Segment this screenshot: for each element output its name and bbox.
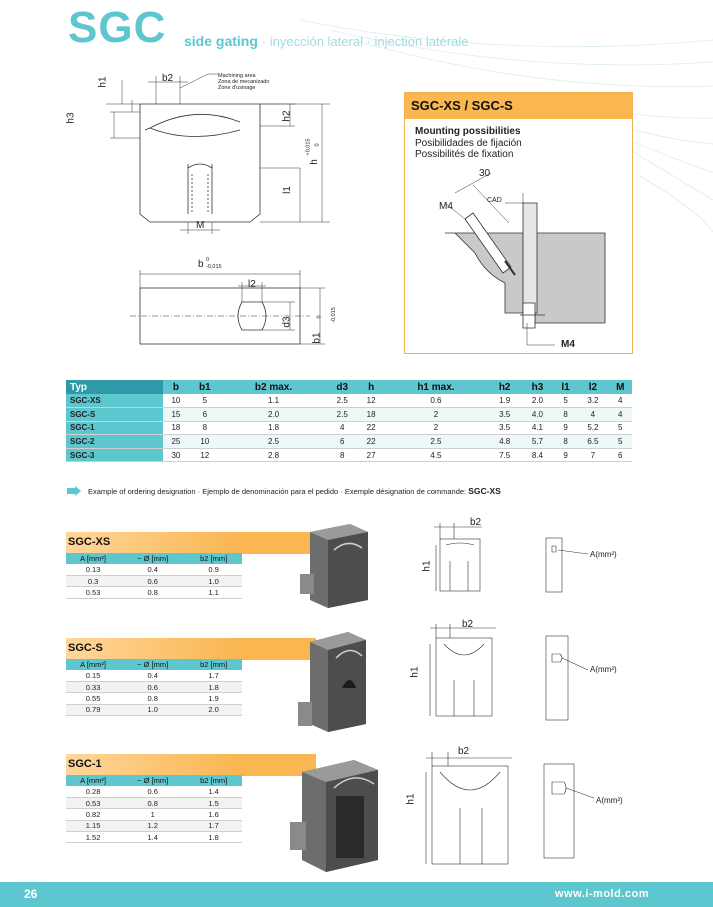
cell: 0.6	[120, 575, 185, 586]
mounting-line-fr: Possibilités de fixation	[415, 149, 514, 160]
cell: 8	[554, 408, 577, 422]
cell: 1.8	[185, 832, 242, 843]
cell: 8	[188, 421, 221, 435]
cell: 2.5	[384, 435, 489, 449]
table-row	[66, 797, 242, 808]
dim-b1-tol-lower: -0,015	[330, 307, 337, 323]
table-row	[66, 408, 632, 422]
col-M: M	[609, 380, 632, 394]
col-b2: b2 [mm]	[185, 659, 242, 670]
dim-b-tol-lower: -0,015	[206, 264, 222, 270]
website-url[interactable]: www.i-mold.com	[555, 888, 649, 900]
cell: 30	[163, 448, 188, 462]
sgc-1-b2: b2	[458, 746, 470, 757]
col-h3: h3	[521, 380, 554, 394]
cell: 2.5	[326, 394, 359, 408]
cell: 2.0	[521, 394, 554, 408]
cell: 0.6	[384, 394, 489, 408]
cell: 2.5	[221, 435, 326, 449]
cell: 4.5	[384, 448, 489, 462]
table-row	[66, 693, 242, 704]
cell: 3.2	[577, 394, 608, 408]
sgc-1-band	[66, 754, 316, 776]
cell: 1.2	[120, 820, 185, 831]
table-row	[66, 421, 632, 435]
sgc-s-b2: b2	[462, 619, 474, 630]
cell: 2.0	[221, 408, 326, 422]
cell: 0.4	[120, 564, 185, 575]
dim-h-tol-lower: 0	[314, 143, 321, 147]
drawing-front-view	[70, 64, 340, 244]
col-b2: b2 [mm]	[185, 553, 242, 564]
ordering-code: SGC-XS	[468, 486, 501, 496]
dim-d3-label: d3	[281, 316, 293, 328]
cell: 4.8	[488, 435, 521, 449]
cell: 6	[609, 448, 632, 462]
sgc-xs-band	[66, 532, 316, 554]
cell: 2	[384, 408, 489, 422]
col-h2: h2	[488, 380, 521, 394]
mounting-m4-bottom: M4	[561, 339, 575, 350]
cell: 0.53	[66, 797, 120, 808]
cell: 2.8	[221, 448, 326, 462]
mounting-line-es: Posibilidades de fijación	[415, 137, 522, 149]
cell: 8	[326, 448, 359, 462]
cell: 1.1	[185, 587, 242, 598]
col-diameter: ~ Ø [mm]	[120, 659, 185, 670]
sgc-1-top-drawing	[538, 758, 618, 863]
mounting-title: SGC-XS / SGC-S	[405, 93, 632, 119]
cell: 4	[577, 408, 608, 422]
cell: 1.0	[120, 704, 185, 715]
cell: 1.15	[66, 820, 120, 831]
machining-area-es: Zona de mecanizado	[218, 79, 270, 85]
table-row	[66, 820, 242, 831]
cell: 5	[609, 421, 632, 435]
cell: 5	[554, 394, 577, 408]
cell: 1.8	[221, 421, 326, 435]
cell: 22	[359, 435, 384, 449]
dim-h3-label: h3	[65, 112, 77, 124]
col-area: A [mm²]	[66, 659, 120, 670]
col-h: h	[359, 380, 384, 394]
cell: 0.33	[66, 681, 120, 692]
cell: 4	[609, 394, 632, 408]
table-row	[66, 564, 242, 575]
cell: 0.53	[66, 587, 120, 598]
cell: 5	[609, 435, 632, 449]
dim-l2-label: l2	[248, 279, 256, 290]
cell-typ: SGC-2	[66, 435, 163, 449]
col-b1: b1	[188, 380, 221, 394]
cell: 0.4	[120, 670, 185, 681]
sgc-s-h1: h1	[409, 666, 421, 678]
dim-b2-label: b2	[162, 73, 174, 84]
cell: 0.6	[120, 681, 185, 692]
cell: 0.9	[185, 564, 242, 575]
col-d3: d3	[326, 380, 359, 394]
col-area: A [mm²]	[66, 553, 120, 564]
cell: 9	[554, 421, 577, 435]
sgc-s-area-label: A(mm²)	[590, 665, 617, 674]
sgc-xs-product-image	[290, 520, 370, 610]
cell: 5.7	[521, 435, 554, 449]
cell: 0.82	[66, 809, 120, 820]
cell: 2.0	[185, 704, 242, 715]
cell: 1.9	[488, 394, 521, 408]
cell-typ: SGC-S	[66, 408, 163, 422]
sgc-1-title: SGC-1	[68, 758, 102, 770]
cell: 4	[609, 408, 632, 422]
cell: 4.0	[521, 408, 554, 422]
table-row	[66, 786, 242, 797]
cell: 1.7	[185, 670, 242, 681]
cell: 0.8	[120, 587, 185, 598]
cell: 1	[120, 809, 185, 820]
drawing-top-view	[130, 262, 330, 352]
page-title: SGC	[68, 3, 167, 52]
cell: 12	[359, 394, 384, 408]
table-row	[66, 809, 242, 820]
cell: 5	[188, 394, 221, 408]
sgc-s-band	[66, 638, 316, 660]
table-row	[66, 448, 632, 462]
table-row	[66, 704, 242, 715]
sgc-1-section-drawing	[405, 748, 518, 868]
col-area: A [mm²]	[66, 775, 120, 786]
cell: 7	[577, 448, 608, 462]
sgc-xs-b2: b2	[470, 517, 482, 528]
dim-b1-tol-upper: 0	[316, 315, 323, 319]
col-l1: l1	[554, 380, 577, 394]
cell: 0.28	[66, 786, 120, 797]
cell: 0.13	[66, 564, 120, 575]
col-b2max: b2 max.	[221, 380, 326, 394]
sgc-xs-h1: h1	[421, 560, 433, 572]
dim-b-tol-upper: 0	[206, 257, 210, 263]
dim-b-label: b	[198, 259, 204, 270]
sgc-1-h1: h1	[405, 793, 417, 805]
cell: 22	[359, 421, 384, 435]
cell: 18	[359, 408, 384, 422]
ordering-text: Example of ordering designation · Ejemplo de denominación para el pedido · Exemple désignation de commande:	[88, 487, 467, 496]
page-number: 26	[24, 887, 38, 901]
cell: 1.0	[185, 575, 242, 586]
cell: 0.79	[66, 704, 120, 715]
cell: 1.4	[120, 832, 185, 843]
cell: 1.5	[185, 797, 242, 808]
mounting-line-en: Mounting possibilities	[415, 126, 521, 137]
cell: 1.1	[221, 394, 326, 408]
mounting-dim-30: 30	[479, 168, 491, 179]
mounting-subtitle	[415, 126, 522, 161]
cell: 1.9	[185, 693, 242, 704]
cell: 5.2	[577, 421, 608, 435]
cell-typ: SGC-3	[66, 448, 163, 462]
col-b2: b2 [mm]	[185, 775, 242, 786]
cell: 0.6	[120, 786, 185, 797]
arrow-right-icon	[66, 486, 82, 496]
cell: 3.5	[488, 408, 521, 422]
cell: 6	[326, 435, 359, 449]
cell-typ: SGC-XS	[66, 394, 163, 408]
cell: 8.4	[521, 448, 554, 462]
sgc-s-title: SGC-S	[68, 642, 103, 654]
cell: 2.5	[326, 408, 359, 422]
table-row	[66, 587, 242, 598]
cell: 1.7	[185, 820, 242, 831]
dim-M-label: M	[196, 220, 205, 231]
mounting-box	[404, 92, 633, 354]
cell: 1.52	[66, 832, 120, 843]
dim-h-tol-upper: +0,015	[305, 138, 312, 156]
cell: 1.4	[185, 786, 242, 797]
cell: 0.15	[66, 670, 120, 681]
cell: 27	[359, 448, 384, 462]
cell: 2	[384, 421, 489, 435]
table-row	[66, 670, 242, 681]
sgc-xs-title: SGC-XS	[68, 536, 111, 548]
cell: 6	[188, 408, 221, 422]
dim-h1-label: h1	[97, 76, 109, 88]
sgc-s-section-drawing	[410, 620, 500, 720]
cell: 9	[554, 448, 577, 462]
cell: 0.55	[66, 693, 120, 704]
page-subtitle	[184, 32, 468, 51]
dim-l1-label: l1	[281, 186, 293, 194]
cell: 25	[163, 435, 188, 449]
col-h1max: h1 max.	[384, 380, 489, 394]
dim-h-label: h	[308, 159, 320, 165]
cell: 3.5	[488, 421, 521, 435]
col-diameter: ~ Ø [mm]	[120, 553, 185, 564]
col-diameter: ~ Ø [mm]	[120, 775, 185, 786]
sgc-1-table	[66, 775, 242, 843]
table-row	[66, 575, 242, 586]
cell: 1.8	[185, 681, 242, 692]
machining-area-fr: Zone d'usinage	[218, 85, 256, 91]
mounting-m4-top: M4	[439, 201, 453, 212]
col-typ: Typ	[66, 380, 163, 394]
cell: 10	[188, 435, 221, 449]
mounting-cad-label: CAD	[487, 197, 502, 204]
cell-typ: SGC-1	[66, 421, 163, 435]
cell: 1.6	[185, 809, 242, 820]
cell: 8	[554, 435, 577, 449]
cell: 4	[326, 421, 359, 435]
sgc-s-top-drawing	[540, 630, 620, 725]
sgc-xs-top-drawing	[540, 530, 620, 600]
dim-h2-label: h2	[281, 110, 293, 122]
col-l2: l2	[577, 380, 608, 394]
cell: 15	[163, 408, 188, 422]
cell: 0.3	[66, 575, 120, 586]
sgc-s-product-image	[290, 628, 370, 738]
cell: 7.5	[488, 448, 521, 462]
page-footer	[0, 882, 713, 907]
dimensions-table-header	[66, 380, 632, 394]
cell: 10	[163, 394, 188, 408]
sgc-xs-area-label: A(mm²)	[590, 550, 617, 559]
table-row	[66, 832, 242, 843]
table-row	[66, 394, 632, 408]
mounting-drawing	[405, 163, 632, 353]
cell: 0.8	[120, 797, 185, 808]
cell: 0.8	[120, 693, 185, 704]
subtitle-main: side gating	[184, 33, 258, 49]
dim-b1-label: b1	[311, 332, 323, 344]
sgc-1-product-image	[284, 756, 384, 876]
cell: 18	[163, 421, 188, 435]
subtitle-translations: · inyección lateral · injection latérale	[261, 34, 469, 49]
table-row	[66, 681, 242, 692]
cell: 6.5	[577, 435, 608, 449]
cell: 12	[188, 448, 221, 462]
sgc-xs-table	[66, 553, 242, 599]
sgc-1-area-label: A(mm²)	[596, 796, 623, 805]
cell: 4.1	[521, 421, 554, 435]
dimensions-table	[66, 380, 632, 462]
sgc-s-table	[66, 659, 242, 716]
col-b: b	[163, 380, 188, 394]
table-row	[66, 435, 632, 449]
machining-area-en: Machining area	[218, 73, 256, 79]
ordering-example	[88, 486, 501, 497]
